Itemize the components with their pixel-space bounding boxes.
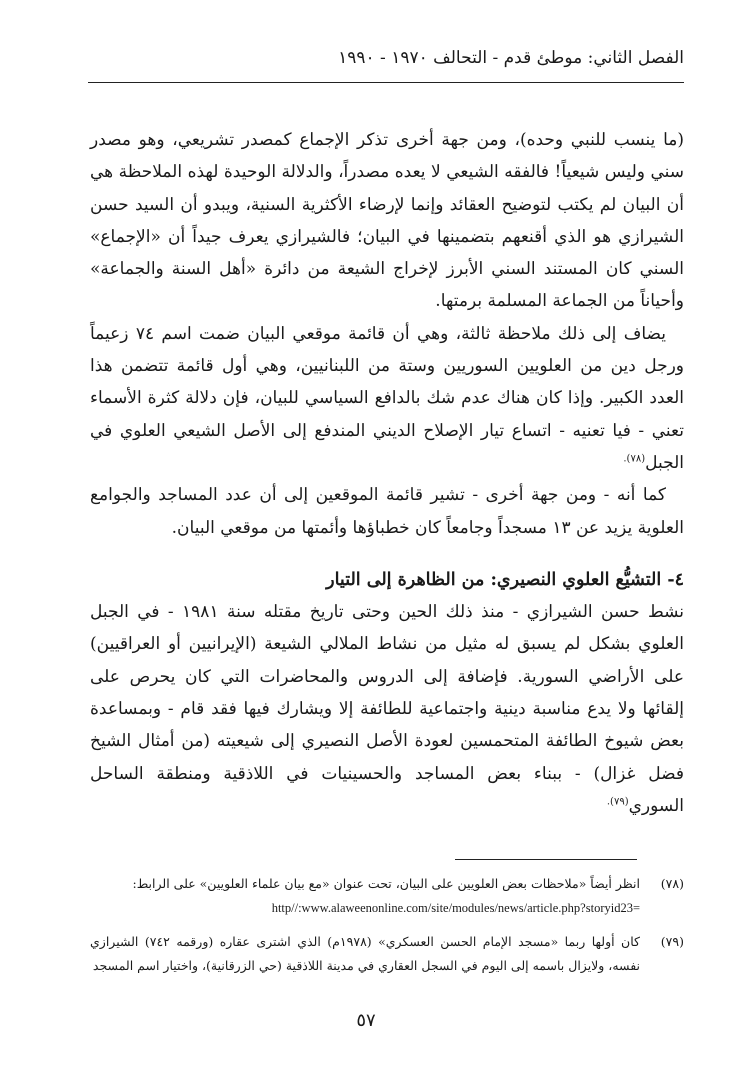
footnote-79 [90,930,684,978]
footnote-url: http//:www.alaweenonline.com/site/modules/news/article.php?storyid23= [271,901,640,915]
page-number: ٥٧ [356,1010,376,1031]
paragraph-3: كما أنه - ومن جهة أخرى - تشير قائمة الموقعين إلى أن عدد المساجد والجوامع العلوية يزيد عن ١٣ مسجداً وجامعاً كان خطباؤها وأئمتها من موقعي البيان. [90,485,684,538]
footnote-number: (٧٨) [660,876,684,891]
running-head: الفصل الثاني: موطئ قدم - التحالف ١٩٧٠ - ١٩٩٠ [338,48,684,68]
footnote-78 [90,872,684,920]
footnote-text: كان أولها ربما «مسجد الإمام الحسن العسكري» (١٩٧٨م) الذي اشترى عقاره (ورقمه ٧٤٢) الشيرازي نفسه، ولايزال باسمه إلى اليوم في السجل العقاري في مدينة اللاذقية (حي الزرقانية)، واختيار اسم المسجد [90,934,640,973]
footnote-ref-78: (٧٨). [623,453,646,465]
paragraph-2 [90,318,684,479]
footnote-ref-79: (٧٩). [606,796,629,808]
paragraph-2-text: يضاف إلى ذلك ملاحظة ثالثة، وهي أن قائمة موقعي البيان ضمت اسم ٧٤ زعيماً ورجل دين من العلويين السوريين وستة من اللبنانيين، وهي أول قائمة تتضمن هذا العدد الكبير. وإذا كان هناك عدم شك بالدافع السياسي للبيان، فإن دلالة كثرة الأسماء تعني - فيا تعنيه - اتساع تيار الإصلاح الديني المندفع إلى الأصل الشيعي العلوي في الجبل [90,323,684,473]
footnote-body [90,872,640,920]
header-rule [88,82,684,83]
footnotes [90,872,684,988]
section-paragraph [90,596,684,822]
section-paragraph-text: نشط حسن الشيرازي - منذ ذلك الحين وحتى تاريخ مقتله سنة ١٩٨١ - في الجبل العلوي بشكل لم يسبق له مثيل من نشاط الملالي الشيعة (الإيرانيين أو العراقيين) على الأراضي السورية. فإضافة إلى الدروس والمحاضرات التي كان يحرص على إلقائها ولا يدع مناسبة دينية واجتماعية للطائفة إلا ويشارك فيها فقد قام - وبمساعدة بعض شيوخ الطائفة المتحمسين لعودة الأصل النصيري إلى شيعيته (من أمثال الشيخ فضل غزال) - ببناء بعض المساجد والحسينيات في اللاذقية ومنطقة الساحل السوري [90,602,684,816]
main-text [90,124,684,822]
paragraph-1: (ما ينسب للنبي وحده)، ومن جهة أخرى تذكر الإجماع كمصدر تشريعي، وهو مصدر سني وليس شيعياً! فالفقه الشيعي لا يعده مصدراً، والدلالة الوحيدة لهذه الملاحظة هي أن البيان لم يكتب لتوضيح العقائد وإنما لإرضاء الأكثرية السنية، ويبدو أن السيد حسن الشيرازي هو الذي أقنعهم بتضمينها في البيان؛ فالشيرازي يعرف جيداً أن «الإجماع» السني كان المستند السني الأبرز لإخراج الشيعة من دائرة «أهل السنة والجماعة» وأحياناً من الجماعة المسلمة برمتها. [90,130,684,312]
footnote-number: (٧٩) [660,934,684,949]
footnote-rule [455,859,637,860]
section-heading: ٤- التشيُّع العلوي النصيري: من الظاهرة إلى التيار [326,569,684,590]
footnote-text: انظر أيضاً «ملاحظات بعض العلويين على البيان، تحت عنوان «مع بيان علماء العلويين» على الرابط: [132,876,640,891]
